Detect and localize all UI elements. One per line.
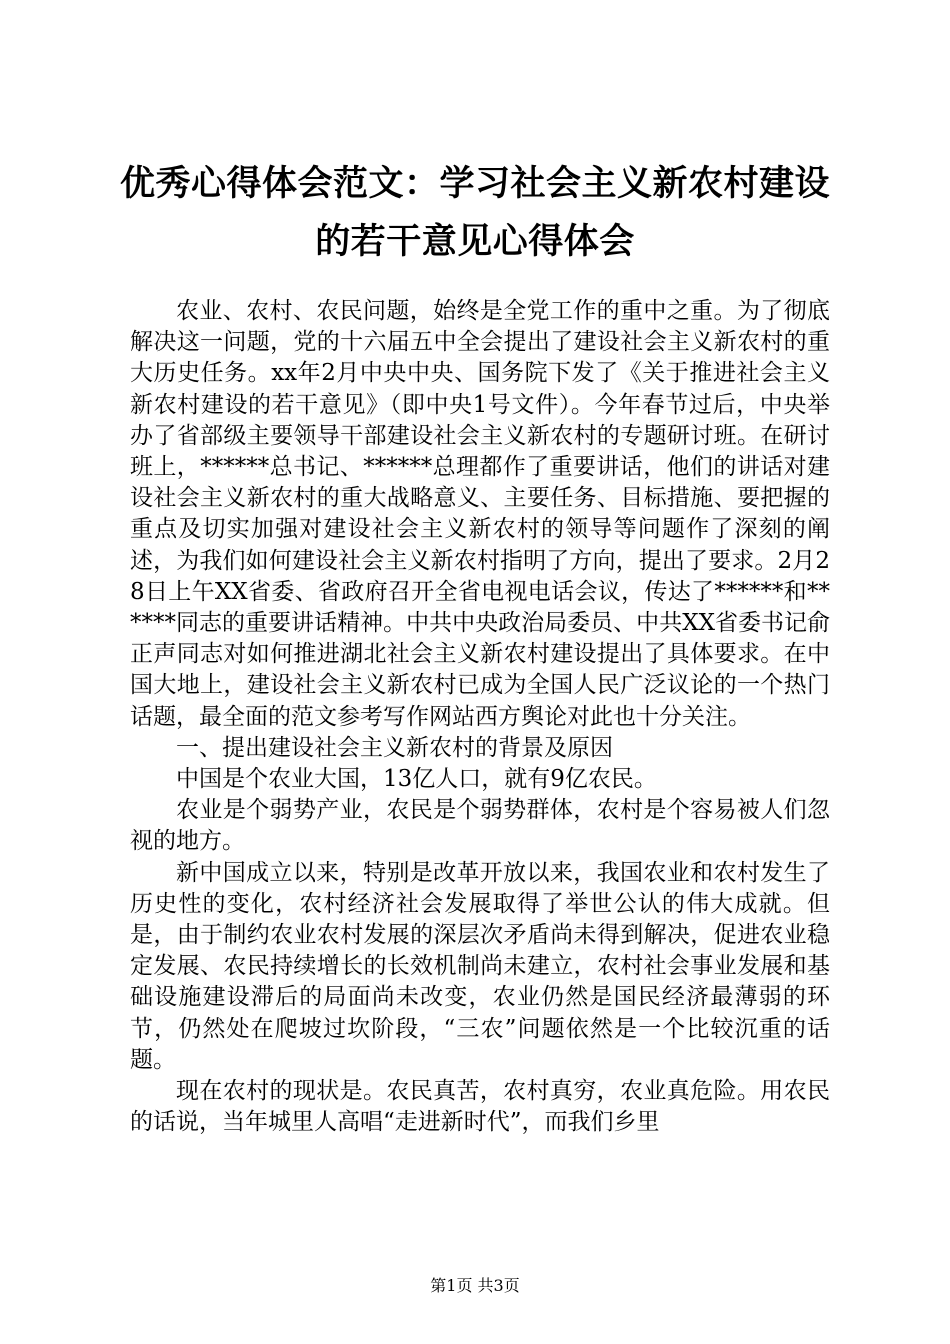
document-body	[130, 296, 830, 1138]
document-title-line-2: 的若干意见心得体会	[315, 221, 635, 262]
paragraph-current-state: 现在农村的现状是。农民真苦，农村真穷，农业真危险。用农民的话说，当年城里人高唱“走进新时代”，而我们乡里	[130, 1078, 830, 1136]
document-title-line-1: 优秀心得体会范文：学习社会主义新农村建设	[119, 163, 830, 204]
paragraph-population: 中国是个农业大国，13亿人口，就有9亿农民。	[176, 766, 657, 793]
paragraph-weak-sector: 农业是个弱势产业，农民是个弱势群体，农村是个容易被人们忽视的地方。	[130, 797, 830, 855]
paragraph-development: 新中国成立以来，特别是改革开放以来，我国农业和农村发生了历史性的变化，农村经济社会发展取得了举世公认的伟大成就。但是，由于制约农业农村发展的深层次矛盾尚未得到解决，促进农业稳定发展、农民持续增长的长效机制尚未建立，农村社会事业发展和基础设施建设滞后的局面尚未改变，农业仍然是国民经济最薄弱的环节，仍然处在爬坡过坎阶段，“三农”问题依然是一个比较沉重的话题。	[130, 859, 830, 1073]
paragraph-intro: 农业、农村、农民问题，始终是全党工作的重中之重。为了彻底解决这一问题，党的十六届五中全会提出了建设社会主义新农村的重大历史任务。xx年2月中央中央、国务院下发了《关于推进社会主义新农村建设的若干意见》（即中央1号文件）。今年春节过后，中央举办了省部级主要领导干部建设社会主义新农村的专题研讨班。在研讨班上，******总书记、******总理都作了重要讲话，他们的讲话对建设社会主义新农村的重大战略意义、主要任务、目标措施、要把握的重点及切实加强对建设社会主义新农村的领导等问题作了深刻的阐述，为我们如何建设社会主义新农村指明了方向，提出了要求。2月28日上午XX省委、省政府召开全省电视电话会议，传达了******和******同志的重要讲话精神。中共中央政治局委员、中共XX省委书记俞正声同志对如何推进湖北社会主义新农村建设提出了具体要求。在中国大地上，建设社会主义新农村已成为全国人民广泛议论的一个热门话题，最全面的范文参考写作网站西方舆论对此也十分关注。	[130, 298, 830, 730]
section-heading-1: 一、提出建设社会主义新农村的背景及原因	[176, 734, 613, 761]
page-number-footer: 第1页 共3页	[430, 1276, 520, 1295]
